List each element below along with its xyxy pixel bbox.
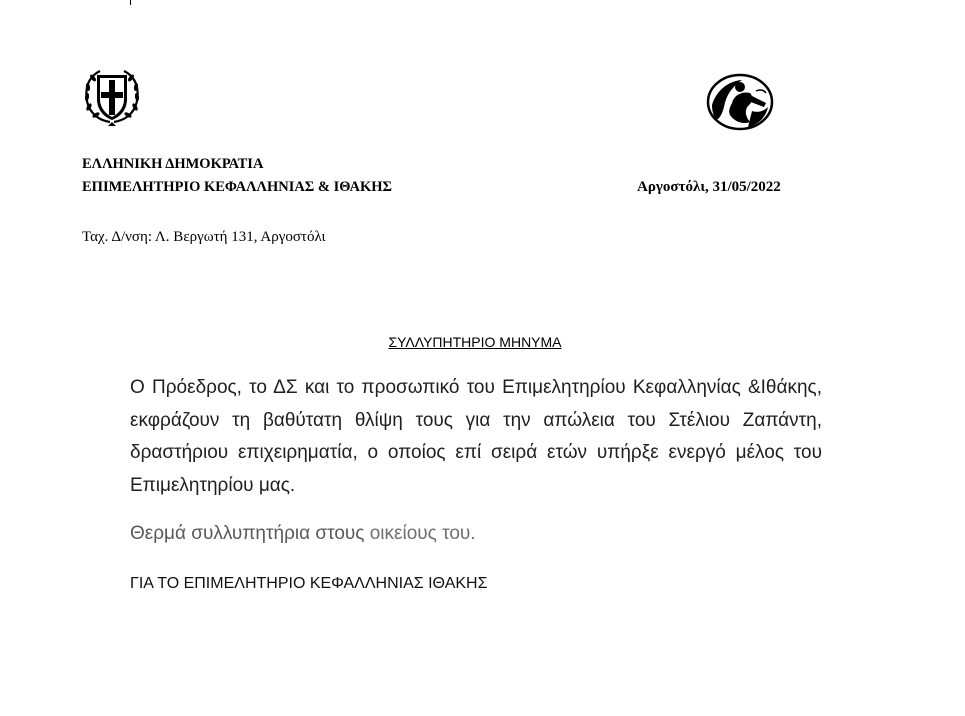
letter-signature: ΓΙΑ ΤΟ ΕΠΙΜΕΛΗΤΗΡΙΟ ΚΕΦΑΛΛΗΝΙΑΣ ΙΘΑΚΗΣ: [130, 575, 488, 592]
condolence-part2: οικείους του.: [369, 523, 476, 544]
header-chamber: ΕΠΙΜΕΛΗΤΗΡΙΟ ΚΕΦΑΛΛΗΝΙΑΣ & ΙΘΑΚΗΣ: [82, 179, 392, 195]
letter-body: Ο Πρόεδρος, το ΔΣ και το προσωπικό του Επιμελητηρίου Κεφαλληνίας &Ιθάκης, εκφράζουν τη βαθύτατη θλίψη τους για την απώλεια του Στέλιου Ζαπάντη, δραστήριου επιχειρηματία, ο οποίος επί σειρά ετών υπήρξε ενεργό μέλος του Επιμελητηρίου μας.: [130, 377, 822, 496]
condolence-line: [130, 523, 476, 545]
condolence-part1: Θερμά συλλυπητήρια στους: [130, 523, 370, 544]
text-cursor-mark: [130, 0, 131, 5]
chamber-seal-icon: [706, 73, 774, 131]
postal-address: Ταχ. Δ/νση: Λ. Βεργωτή 131, Αργοστόλι: [82, 229, 326, 245]
greek-coat-of-arms-icon: [80, 67, 144, 127]
letter-date: Αργοστόλι, 31/05/2022: [637, 179, 781, 195]
header-republic: ΕΛΛΗΝΙΚΗ ΔΗΜΟΚΡΑΤΙΑ: [82, 156, 264, 172]
letter-title: ΣΥΛΛΥΠΗΤΗΡΙΟ ΜΗΝΥΜΑ: [388, 334, 562, 350]
